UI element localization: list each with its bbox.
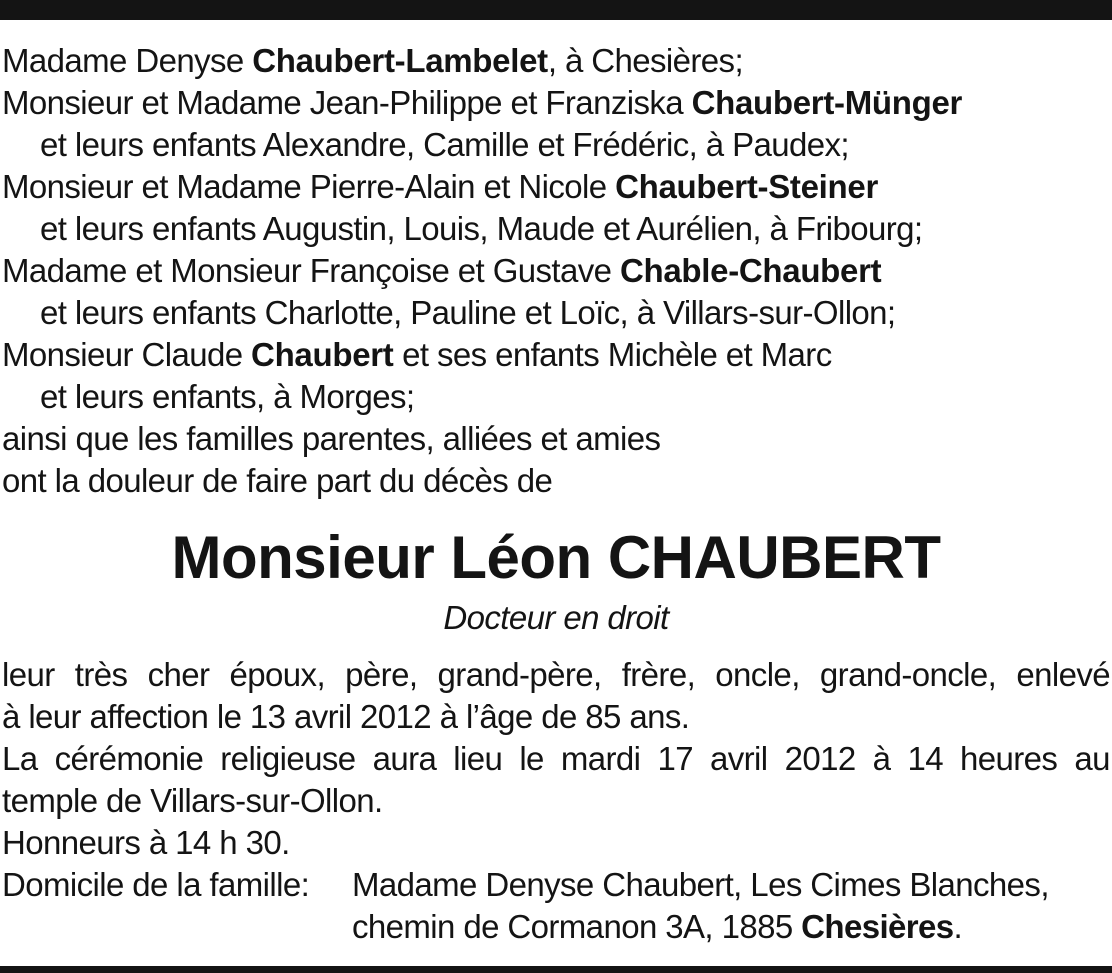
family-line-2: Monsieur et Madame Jean-Philippe et Franziska Chaubert-Münger: [2, 84, 963, 121]
domicile-line-2: chemin de Cormanon 3A, 1885 Chesières.: [352, 908, 963, 945]
word: 14: [907, 740, 943, 777]
notice-line-4: temple de Villars-sur-Ollon.: [2, 782, 383, 819]
word: aura: [372, 740, 437, 777]
family-line-4: Monsieur et Madame Pierre-Alain et Nicole Chaubert-Steiner: [2, 168, 878, 205]
notice-line-2: à leur affection le 13 avril 2012 à l’âge de 85 ans.: [2, 698, 690, 735]
family-line-9: et leurs enfants, à Morges;: [40, 378, 415, 415]
word: grand-oncle,: [819, 656, 997, 693]
family-line-10: ainsi que les familles parentes, alliées et amies: [2, 420, 661, 457]
word: frère,: [621, 656, 696, 693]
domicile-address: [352, 864, 1049, 948]
word: 2012: [784, 740, 856, 777]
notice-line-1: [2, 654, 1110, 696]
word: oncle,: [715, 656, 800, 693]
bottom-rule: [0, 966, 1112, 973]
word: enlevé: [1016, 656, 1110, 693]
word: grand-père,: [437, 656, 602, 693]
word: lieu: [453, 740, 503, 777]
family-line-7: et leurs enfants Charlotte, Pauline et Loïc, à Villars-sur-Ollon;: [40, 294, 896, 331]
obituary-notice: [2, 40, 1110, 948]
family-line-11: ont la douleur de faire part du décès de: [2, 462, 553, 499]
domicile-label: Domicile de la famille:: [2, 866, 310, 903]
notice-line-3: [2, 738, 1110, 780]
word: 17: [657, 740, 693, 777]
family-line-5: et leurs enfants Augustin, Louis, Maude et Aurélien, à Fribourg;: [40, 210, 923, 247]
word: père,: [345, 656, 418, 693]
word: avril: [710, 740, 768, 777]
domicile-line-1: Madame Denyse Chaubert, Les Cimes Blanches,: [352, 866, 1049, 903]
word: à: [872, 740, 891, 777]
family-domicile: [2, 864, 1110, 948]
word: religieuse: [220, 740, 356, 777]
family-line-1: Madame Denyse Chaubert-Lambelet, à Chesières;: [2, 42, 744, 79]
deceased-name: Monsieur Léon CHAUBERT: [171, 524, 941, 591]
word: le: [519, 740, 544, 777]
word: cher: [147, 656, 210, 693]
deceased-title: Docteur en droit: [443, 599, 669, 636]
family-line-3: et leurs enfants Alexandre, Camille et Frédéric, à Paudex;: [40, 126, 849, 163]
word: mardi: [560, 740, 641, 777]
notice-body: [2, 654, 1110, 948]
family-line-6: Madame et Monsieur Françoise et Gustave Chable-Chaubert: [2, 252, 882, 289]
top-rule: [0, 0, 1112, 20]
word: cérémonie: [54, 740, 204, 777]
word: au: [1074, 740, 1110, 777]
word: heures: [960, 740, 1058, 777]
notice-line-5: Honneurs à 14 h 30.: [2, 824, 290, 861]
word: très: [74, 656, 128, 693]
word: époux,: [229, 656, 326, 693]
family-line-8: Monsieur Claude Chaubert et ses enfants Michèle et Marc: [2, 336, 832, 373]
word: leur: [2, 656, 55, 693]
word: La: [2, 740, 38, 777]
